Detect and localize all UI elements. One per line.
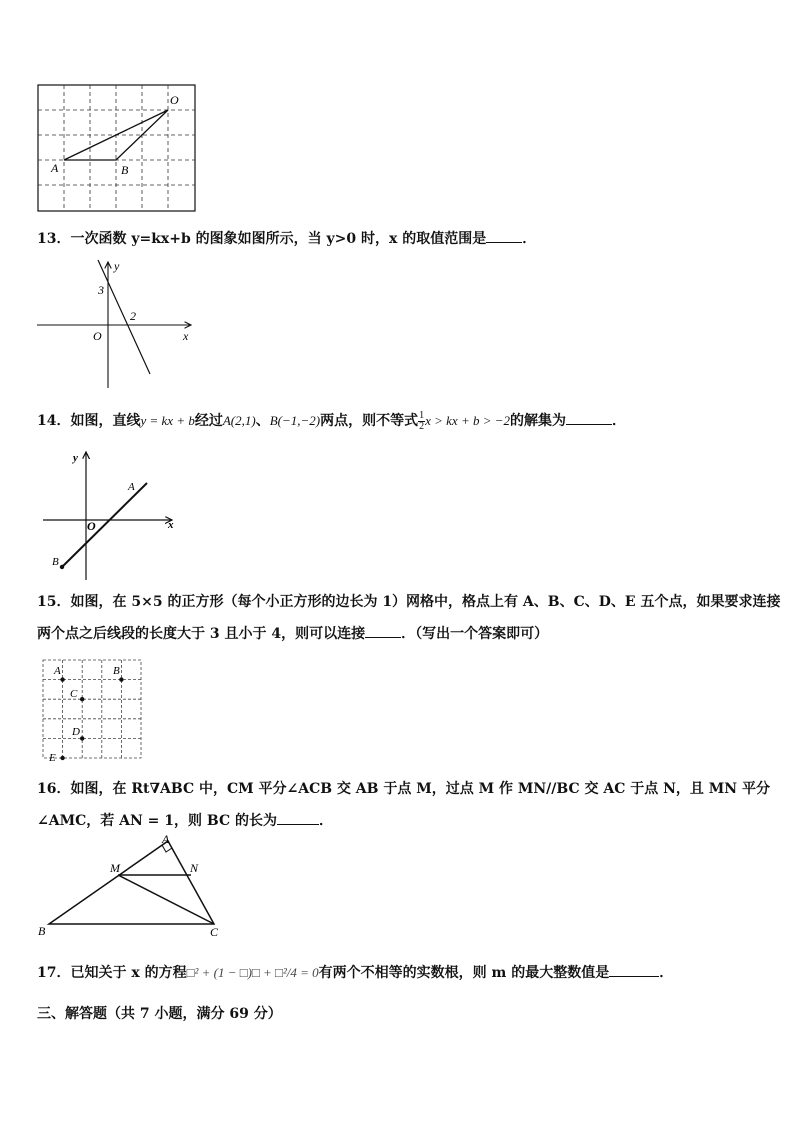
label-B: B (113, 665, 120, 677)
line-equation: y = kx + b (140, 413, 195, 428)
figure-q14-line-graph (40, 448, 180, 582)
figure-q13-linear-graph (35, 256, 200, 392)
question-number: 13． (37, 231, 71, 247)
question-text: ．（写出一个答案即可） (401, 626, 549, 642)
question-16 (37, 779, 770, 799)
question-13 (37, 228, 536, 249)
question-text: 如图，在 5×5 的正方形（每个小正方形的边长为 1）网格中，格点上有 A、B、C、D、E 五个点，如果要求连接 (70, 594, 781, 610)
label-A: A (51, 161, 59, 175)
question-text: 如图，在 Rt∇ABC 中，CM 平分∠ACB 交 AB 于点 M，过点 M 作 MN//BC 交 AC 于点 N，且 MN 平分 (70, 781, 770, 797)
tick-label-2: 2 (130, 309, 136, 323)
label-B: B (38, 924, 46, 938)
question-15-line-2 (37, 623, 548, 644)
figure-q15-dot-grid (40, 657, 144, 761)
question-text: 经过 (194, 413, 223, 429)
section-heading: 三、解答题（共 7 小题，满分 69 分） (37, 1006, 282, 1022)
question-number: 15． (37, 594, 71, 610)
label-E: E (49, 752, 56, 761)
label-B: B (52, 556, 59, 568)
label-C: C (70, 688, 78, 700)
question-text: 的解集为 (510, 413, 567, 429)
origin-label: O (87, 519, 96, 533)
question-text: ∠AMC，若 AN = 1，则 BC 的长为 (37, 813, 277, 829)
question-text: 两点，则不等式 (320, 413, 419, 429)
question-end: ． (522, 231, 537, 247)
label-N: N (190, 861, 199, 875)
answer-blank[interactable] (486, 228, 522, 243)
question-15 (37, 592, 780, 612)
label-A: A (128, 481, 135, 493)
label-C: C (210, 925, 219, 939)
label-A: A (162, 832, 170, 846)
fraction-one-half: $\frac{1}{2}$ (419, 409, 425, 432)
label-D: D (72, 726, 80, 738)
point-a: A(2,1) (222, 413, 256, 428)
label-O: O (170, 93, 179, 107)
question-end: ． (612, 413, 627, 429)
equation: □² + (1 − □)□ + □²/4 = 0 (186, 965, 319, 980)
question-text: 有两个不相等的实数根，则 m 的最大整数值是 (318, 965, 610, 981)
axis-y-label: y (73, 452, 78, 464)
inequality: x > kx + b > −2 (425, 413, 511, 428)
answer-blank[interactable] (609, 962, 659, 977)
label-M: M (110, 861, 120, 875)
label-A: A (54, 665, 61, 677)
question-text: 、 (255, 413, 270, 429)
question-text: 一次函数 y=kx+b 的图象如图所示，当 y>0 时，x 的取值范围是 (70, 231, 487, 247)
point-b: B(−1,−2) (269, 413, 321, 428)
axis-x-label: x (183, 329, 189, 343)
question-number: 17． (37, 965, 71, 981)
figure-q12-grid-triangle (37, 84, 199, 214)
answer-blank[interactable] (365, 623, 401, 638)
question-end: ． (318, 813, 333, 829)
origin-label: O (93, 329, 102, 343)
question-number: 14． (37, 413, 71, 429)
tick-label-3: 3 (98, 283, 104, 297)
question-number: 16． (37, 781, 71, 797)
question-text: 两个点之后线段的长度大于 3 且小于 4，则可以连接 (37, 626, 366, 642)
label-B: B (121, 163, 129, 177)
answer-blank[interactable] (566, 410, 612, 425)
question-14 (37, 410, 626, 432)
figure-q16-triangle (36, 832, 226, 940)
question-text: 如图，直线 (70, 413, 141, 429)
question-text: 已知关于 x 的方程 (70, 965, 187, 981)
answer-blank[interactable] (277, 810, 319, 825)
question-17 (37, 962, 673, 983)
axis-x-label: x (168, 519, 174, 531)
axis-y-label: y (114, 259, 120, 273)
question-end: ． (659, 965, 674, 981)
question-16-line-2 (37, 810, 333, 831)
